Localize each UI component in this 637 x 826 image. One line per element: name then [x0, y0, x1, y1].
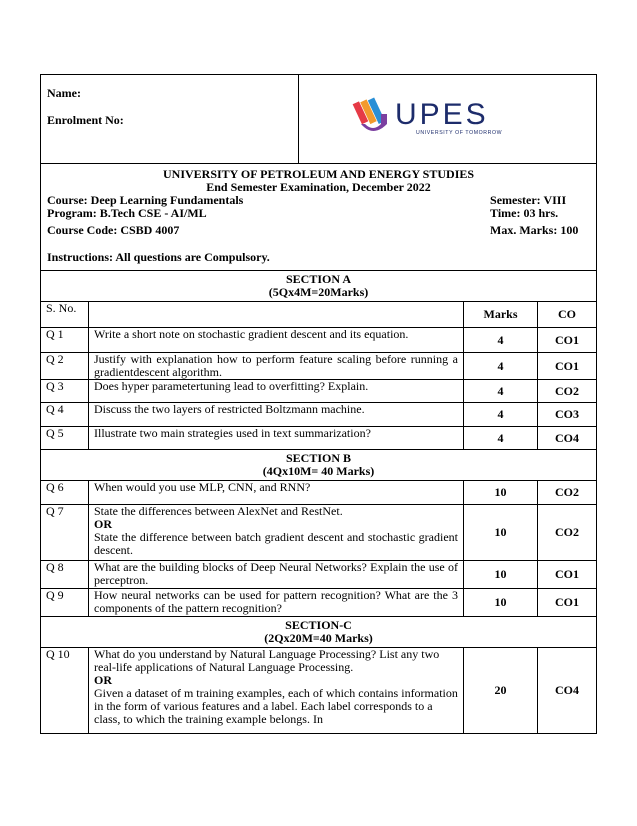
question-text: Justify with explanation how to perform feature scaling before running a gradientdescent algorithm.: [89, 353, 464, 380]
question-number: Q 4: [41, 403, 89, 427]
col-header-co: CO: [538, 302, 597, 328]
col-header-marks: Marks: [464, 302, 538, 328]
logo-wordmark: UPES: [395, 97, 489, 131]
question-marks: 4: [464, 427, 538, 450]
table-row: [41, 353, 597, 380]
col-header-sno: S. No.: [41, 302, 89, 328]
question-co: CO1: [538, 589, 597, 617]
question-number: Q 9: [41, 589, 89, 617]
semester: Semester: VIII: [490, 193, 567, 207]
enrolment-label: Enrolment No:: [47, 113, 124, 127]
table-row: [41, 561, 597, 589]
section-title: SECTION B: [286, 451, 352, 465]
table-row: [41, 427, 597, 450]
exam-title: End Semester Examination, December 2022: [206, 180, 431, 194]
max-marks: Max. Marks: 100: [490, 223, 579, 237]
table-row: [41, 380, 597, 403]
time: Time: 03 hrs.: [490, 206, 559, 220]
table-row: [41, 403, 597, 427]
question-text: Write a short note on stochastic gradient descent and its equation.: [89, 328, 464, 353]
question-part-b: Given a dataset of m training examples, each of which contains information in the form of various features and a label. Each label corresponds to a class, to which the training example belongs. In: [94, 686, 458, 726]
candidate-info: [41, 75, 299, 164]
section-title: SECTION A: [286, 272, 352, 286]
table-row: [41, 328, 597, 353]
question-co: CO1: [538, 328, 597, 353]
university-name: UNIVERSITY OF PETROLEUM AND ENERGY STUDIES: [162, 167, 475, 181]
question-co: CO2: [538, 505, 597, 561]
question-text: Does hyper parametertuning lead to overfitting? Explain.: [89, 380, 464, 403]
question-marks: 20: [464, 648, 538, 734]
section-b-header: [41, 450, 597, 481]
question-marks: 10: [464, 505, 538, 561]
program: Program: B.Tech CSE - AI/ML: [47, 206, 207, 220]
table-row: [41, 648, 597, 734]
exam-info: [41, 164, 597, 271]
question-number: Q 2: [41, 353, 89, 380]
course: Course: Deep Learning Fundamentals: [47, 193, 244, 207]
question-marks: 4: [464, 328, 538, 353]
upes-emblem-icon: [353, 97, 387, 130]
exam-table: [40, 74, 597, 734]
question-number: Q 10: [41, 648, 89, 734]
question-part-a: State the differences between AlexNet and RestNet.: [94, 504, 343, 518]
table-row: [41, 505, 597, 561]
logo-tagline: UNIVERSITY OF TOMORROW: [416, 129, 503, 136]
question-co: CO1: [538, 353, 597, 380]
question-number: Q 6: [41, 481, 89, 505]
question-number: Q 8: [41, 561, 89, 589]
section-c-header: [41, 617, 597, 648]
question-number: Q 1: [41, 328, 89, 353]
question-marks: 4: [464, 353, 538, 380]
question-text: When would you use MLP, CNN, and RNN?: [89, 481, 464, 505]
question-text: [89, 505, 464, 561]
section-title: SECTION-C: [285, 618, 352, 632]
question-text: How neural networks can be used for pattern recognition? What are the 3 components of the pattern recognition?: [89, 589, 464, 617]
question-marks: 10: [464, 589, 538, 617]
question-text: [89, 648, 464, 734]
logo-cell: [299, 75, 597, 164]
upes-logo: [299, 80, 597, 156]
section-a-header: [41, 271, 597, 302]
col-header-question: [89, 302, 464, 328]
section-subtitle: (5Qx4M=20Marks): [268, 285, 369, 299]
question-co: CO4: [538, 648, 597, 734]
section-subtitle: (2Qx20M=40 Marks): [264, 631, 373, 645]
question-marks: 10: [464, 481, 538, 505]
question-text: Illustrate two main strategies used in text summarization?: [89, 427, 464, 450]
instructions: Instructions: All questions are Compulsory.: [47, 250, 270, 264]
question-number: Q 5: [41, 427, 89, 450]
name-label: Name:: [47, 86, 81, 100]
question-co: CO2: [538, 380, 597, 403]
question-number: Q 3: [41, 380, 89, 403]
question-part-b: State the difference between batch gradient descent and stochastic gradient descent.: [94, 530, 458, 557]
question-marks: 4: [464, 380, 538, 403]
table-row: [41, 481, 597, 505]
or-label: OR: [94, 517, 112, 531]
question-co: CO2: [538, 481, 597, 505]
or-label: OR: [94, 673, 112, 687]
course-code: Course Code: CSBD 4007: [47, 223, 180, 237]
question-co: CO3: [538, 403, 597, 427]
question-co: CO1: [538, 561, 597, 589]
table-row: [41, 589, 597, 617]
section-subtitle: (4Qx10M= 40 Marks): [262, 464, 375, 478]
question-text: What are the building blocks of Deep Neural Networks? Explain the use of perceptron.: [89, 561, 464, 589]
question-part-a: What do you understand by Natural Language Processing? List any two real-life applications of Natural Language Processing.: [94, 647, 440, 674]
question-co: CO4: [538, 427, 597, 450]
question-text: Discuss the two layers of restricted Boltzmann machine.: [89, 403, 464, 427]
question-marks: 4: [464, 403, 538, 427]
exam-paper: [40, 74, 596, 734]
question-number: Q 7: [41, 505, 89, 561]
question-marks: 10: [464, 561, 538, 589]
